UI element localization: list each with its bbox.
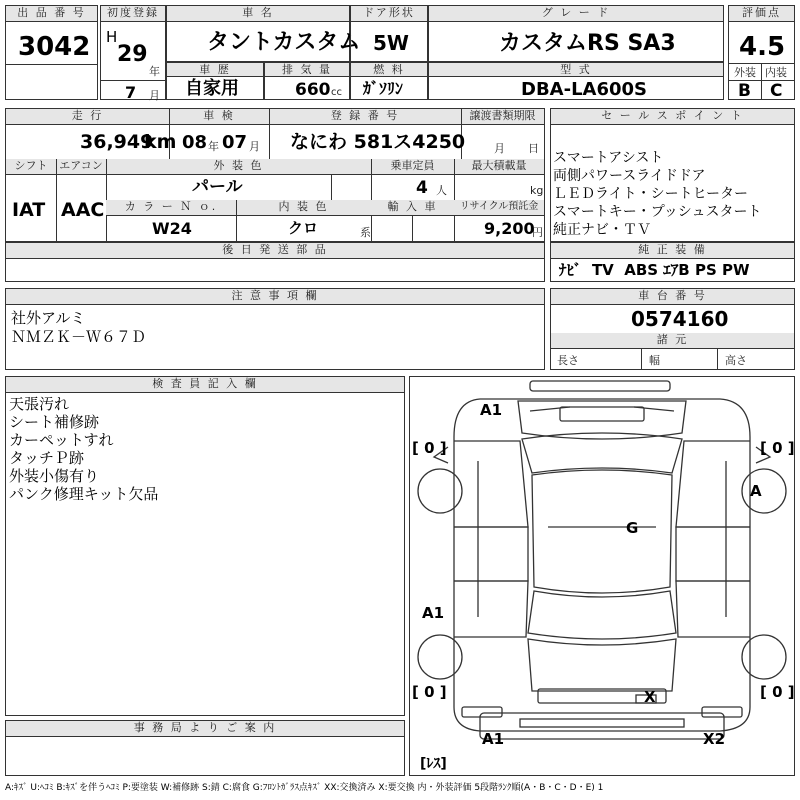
shift-type: IAT (12, 199, 46, 221)
history-label: 車 歴 (167, 63, 263, 77)
exterior-color: パール (192, 177, 243, 197)
chassis-number: 0574160 (631, 307, 729, 331)
int-color-unit: 系 (360, 226, 371, 239)
sales-point-2: 両側パワースライドドア (553, 168, 706, 184)
first-registration-box (100, 5, 166, 100)
model-code-box (428, 62, 724, 100)
car-diagram-box (409, 376, 795, 776)
grade: カスタムRS SA3 (499, 31, 676, 56)
inspector-note-2: シート補修跡 (9, 413, 100, 431)
lot-number-box (5, 5, 98, 100)
transfer-day-unit: 日 (528, 142, 539, 155)
aircon-type: AAC (61, 199, 105, 221)
specs-label: 諸 元 (551, 333, 794, 349)
capacity-label: 乗車定員 (371, 159, 454, 175)
sales-point-5: 純正ナビ・ＴＶ (553, 222, 651, 238)
reg-month: 7 (125, 83, 137, 102)
car-name-box (166, 5, 361, 62)
inspection-month: 07 (222, 132, 248, 153)
inspector-notes-box (5, 376, 405, 716)
lot-number: 3042 (18, 32, 91, 62)
color-number-label: カ ラ ー Ｎ ｏ. (106, 200, 236, 216)
inspection-year: 08 (182, 132, 208, 153)
later-parts-box (5, 242, 545, 282)
mileage-label: 走 行 (6, 109, 169, 125)
mark-rear-right-corner: X2 (703, 730, 726, 748)
int-color-label: 内 装 色 (236, 200, 371, 216)
grade-box (428, 5, 724, 62)
tread-front-right: [ 0 ] (760, 439, 795, 457)
fuel-box (350, 62, 428, 100)
grade-label: グ レ ー ド (429, 6, 723, 22)
sales-points-box (550, 108, 795, 242)
mileage: 36,949 (80, 131, 154, 153)
mark-rear-left-corner: A1 (482, 730, 505, 748)
inspector-note-5: 外装小傷有り (9, 467, 100, 485)
inspection-label: 車 検 (169, 109, 269, 125)
equipment-label: 純 正 装 備 (551, 243, 794, 259)
registration-number: なにわ 581ス4250 (290, 131, 466, 153)
shift-label: シフト (6, 159, 56, 175)
office-notice-box (5, 720, 405, 776)
sales-point-3: ＬＥＤライト・シートヒーター (553, 186, 749, 202)
car-name: タントカスタム (207, 30, 361, 55)
later-parts-label: 後 日 発 送 部 品 (6, 243, 544, 259)
int-score: C (770, 81, 783, 101)
era: H (106, 28, 118, 46)
reg-year: 29 (117, 42, 148, 67)
model-code-label: 型 式 (429, 63, 723, 77)
note-line-1: 社外アルミ (11, 309, 86, 327)
sales-point-4: スマートキー・プッシュスタート (553, 204, 762, 220)
recycle-fee: 9,200 (484, 219, 535, 238)
spare-tire: [ﾚｽ] (420, 756, 447, 772)
month-unit: 月 (149, 89, 160, 102)
inspector-note-4: タッチＰ跡 (9, 449, 85, 467)
mark-glass: G (626, 519, 639, 537)
notes-box (5, 288, 545, 370)
import-label: 輸 入 車 (371, 200, 454, 216)
ext-score: B (738, 81, 751, 101)
score-box (728, 5, 795, 100)
vehicle-info-table (5, 108, 545, 242)
first-reg-label: 初度登録 (101, 6, 165, 22)
door-type-box (350, 5, 428, 62)
displacement-label: 排 気 量 (265, 63, 349, 77)
mark-rear-bumper: X (644, 688, 656, 706)
chassis-label: 車 台 番 号 (551, 289, 794, 305)
capacity-unit: 人 (436, 184, 447, 197)
lot-number-label: 出 品 番 号 (6, 6, 97, 22)
inspector-note-3: カーペットすれ (9, 431, 114, 449)
sales-points-label: セ ー ル ス ポ イ ン ト (551, 109, 794, 125)
mark-front-left-corner: A1 (480, 401, 503, 419)
model-code: DBA-LA600S (521, 79, 647, 100)
door-type-label: ドア形状 (351, 6, 427, 22)
mileage-unit: km (144, 131, 177, 153)
aircon-label: エアコン (56, 159, 106, 175)
displacement: 660 (295, 80, 331, 100)
height-label: 高さ (725, 354, 747, 367)
mark-front-right-tire: A (750, 482, 762, 500)
inspector-notes-label: 検 査 員 記 入 欄 (6, 377, 404, 393)
reg-number-label: 登 録 番 号 (269, 109, 461, 125)
car-name-label: 車 名 (167, 6, 349, 22)
legend: A:ｷｽﾞ U:ﾍｺﾐ B:ｷｽﾞを伴うﾍｺﾐ P:要塗装 W:補修跡 S:錆 C:腐食 G:ﾌﾛﾝﾄｶﾞﾗｽ点ｷｽﾞ XX:交換済み X:要交換 内・外装評価 5段階ﾗﾝｸ順(A・B・C・D・E) 1 (5, 783, 604, 793)
mark-left-side: A1 (422, 604, 445, 622)
inspection-month-unit: 月 (249, 140, 260, 153)
history-box (166, 62, 264, 100)
ext-color-label: 外 装 色 (106, 159, 371, 175)
length-label: 長さ (557, 354, 579, 367)
door-type: 5W (373, 31, 409, 55)
load-unit: kg (530, 184, 544, 197)
inspector-note-1: 天張汚れ (9, 395, 70, 413)
max-load-label: 最大積載量 (454, 159, 544, 175)
car-history: 自家用 (185, 78, 239, 99)
int-score-label: 内装 (765, 66, 787, 79)
notes-label: 注 意 事 項 欄 (6, 289, 544, 305)
tread-rear-left: [ 0 ] (412, 683, 447, 701)
displacement-box (264, 62, 350, 100)
fuel-label: 燃 料 (351, 63, 427, 77)
equipment-list: ﾅﾋﾞ TV ABS ｴｱB PS PW (559, 261, 750, 279)
sales-point-1: スマートアシスト (553, 150, 664, 166)
year-unit: 年 (149, 65, 160, 78)
recycle-label: リサイクル預託金 (454, 200, 544, 216)
width-label: 幅 (649, 354, 660, 367)
recycle-unit: 円 (532, 226, 543, 239)
inspector-note-6: パンク修理キット欠品 (9, 485, 159, 503)
car-body-diagram (410, 377, 794, 775)
tread-front-left: [ 0 ] (412, 439, 447, 457)
chassis-box (550, 288, 795, 370)
seating-capacity: 4 (416, 178, 428, 198)
inspection-year-unit: 年 (208, 140, 219, 153)
transfer-month-unit: 月 (494, 142, 505, 155)
overall-score: 4.5 (739, 32, 786, 62)
interior-color: クロ (288, 219, 319, 237)
ext-score-label: 外装 (734, 66, 756, 79)
fuel-type: ｶﾞｿﾘﾝ (363, 79, 404, 98)
transfer-docs-label: 譲渡書類期限 (461, 109, 544, 125)
color-number: W24 (152, 219, 192, 238)
displacement-unit: cc (331, 87, 342, 98)
tread-rear-right: [ 0 ] (760, 683, 795, 701)
note-line-2: ＮＭＺＫ－Ｗ６７Ｄ (11, 328, 147, 346)
equipment-box (550, 242, 795, 282)
office-notice-label: 事 務 局 よ り ご 案 内 (6, 721, 404, 737)
score-label: 評価点 (729, 6, 794, 22)
